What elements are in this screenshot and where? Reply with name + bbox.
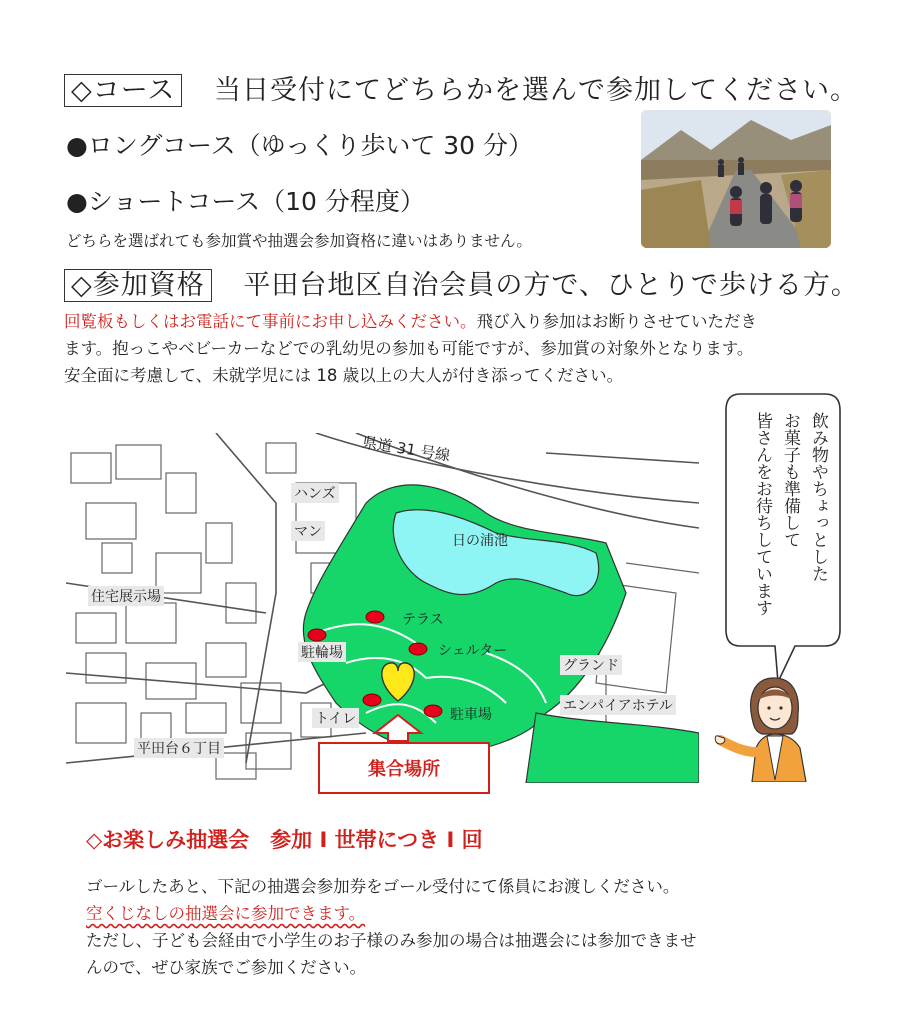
course-note: どちらを選ばれても参加賞や抽選会参加資格に違いはありません。 — [66, 232, 532, 250]
lottery-body — [86, 873, 866, 981]
hotel-label: エンパイアホテル — [560, 695, 676, 715]
park-map — [66, 433, 699, 783]
map-graphic — [66, 433, 699, 783]
eligibility-line2: ます。抱っこやベビーカーなどでの乳幼児の参加も可能ですが、参加賞の対象外となります。 — [64, 339, 754, 358]
lottery-line-3: ただし、子ども会経由で小学生のお子様のみ参加の場合は抽選会には参加できませ — [86, 931, 697, 950]
hans-label-1: ハンズ — [291, 483, 339, 503]
long-course: ●ロングコース（ゆっくり歩いて 30 分） — [66, 131, 534, 160]
course-heading-row — [64, 68, 858, 107]
walking-photo — [641, 110, 831, 248]
bubble-line-1: 飲み物やちょっとした — [808, 412, 828, 582]
lottery-line-4: んので、ぜひ家族でご参加ください。 — [86, 958, 367, 977]
meeting-place-box — [318, 742, 490, 794]
hans-label-2: マン — [291, 521, 325, 541]
course-label: ◇コース — [64, 74, 182, 107]
meeting-place-label: 集合場所 — [368, 759, 440, 780]
bubble-line-2: お菓子も準備して — [780, 412, 800, 548]
course-text: 当日受付にてどちらかを選んで参加してください。 — [214, 75, 859, 106]
parking-label: 駐車場 — [450, 707, 492, 723]
woman-illustration — [712, 670, 830, 782]
terrace-label: テラス — [402, 612, 444, 628]
district-label: 平田台６丁目 — [134, 738, 224, 758]
eligibility-heading-row — [64, 263, 859, 302]
lottery-line-2: 空くじなしの抽選会に参加できます。 — [86, 904, 366, 923]
eligibility-body — [64, 308, 844, 389]
short-course: ●ショートコース（10 分程度） — [66, 187, 425, 216]
lottery-line-1: ゴールしたあと、下記の抽選会参加券をゴール受付にて係員にお渡しください。 — [86, 877, 680, 896]
speech-bubble — [720, 390, 845, 688]
bubble-line-3: 皆さんをお待ちしています — [752, 412, 772, 616]
bike-parking-label: 駐輪場 — [298, 642, 346, 662]
apply-notice: 回覧板もしくはお電話にて事前にお申し込みください。 — [64, 312, 477, 331]
housing-label: 住宅展示場 — [88, 586, 164, 606]
eligibility-line3: 安全面に考慮して、未就学児には 18 歳以上の大人が付き添ってください。 — [64, 366, 624, 385]
eligibility-label: ◇参加資格 — [64, 269, 212, 302]
road-label: 県道 31 号線 — [361, 433, 452, 465]
grand-label: グランド — [560, 655, 622, 675]
eligibility-line1: 飛び入り参加はお断りさせていただき — [476, 312, 757, 331]
toilet-label: トイレ — [312, 708, 359, 728]
eligibility-text: 平田台地区自治会員の方で、ひとりで歩ける方。 — [243, 270, 859, 301]
shelter-label: シェルター — [438, 643, 508, 659]
lottery-title: ◇お楽しみ抽選会 参加 Ⅰ 世帯につき Ⅰ 回 — [86, 828, 483, 852]
pond-label: 日の浦池 — [452, 533, 508, 549]
